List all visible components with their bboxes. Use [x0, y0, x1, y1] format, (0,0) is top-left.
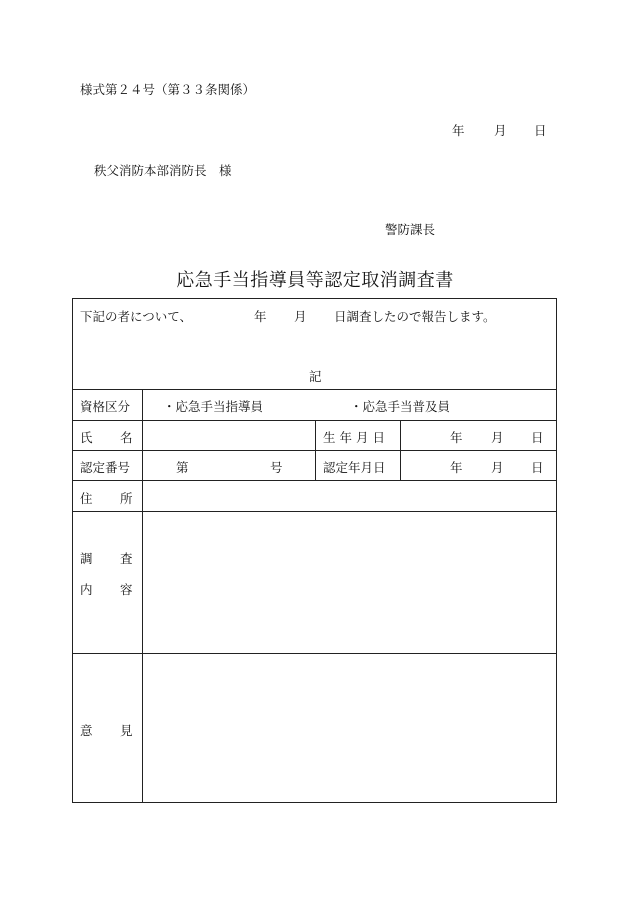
row-divider: [73, 653, 556, 654]
cert-day-label: 日: [531, 460, 544, 475]
investigation-label-d: 容: [120, 582, 133, 597]
intro-month-label: 月: [294, 309, 307, 324]
cert-dai: 第: [176, 460, 189, 475]
column-divider: [400, 420, 401, 480]
date-of-birth-label: 生年月日: [323, 430, 390, 445]
date-year-label: 年: [452, 123, 465, 138]
dob-year-label: 年: [450, 430, 463, 445]
column-divider: [315, 420, 316, 480]
cert-year-label: 年: [450, 460, 463, 475]
document-title: 応急手当指導員等認定取消調査書: [176, 270, 454, 291]
row-divider: [73, 480, 556, 481]
investigation-label-c: 内: [80, 582, 93, 597]
addressee: 秩父消防本部消防長 様: [94, 163, 232, 178]
intro-lead: 下記の者について、: [80, 309, 193, 324]
name-label-b: 名: [120, 430, 133, 445]
cert-date-label: 認定年月日: [323, 460, 386, 475]
opinion-label-b: 見: [120, 723, 133, 738]
investigation-label-b: 査: [120, 551, 133, 566]
cert-number-label: 認定番号: [80, 460, 131, 475]
qualification-option-instructor[interactable]: ・応急手当指導員: [163, 399, 264, 414]
cert-month-label: 月: [491, 460, 504, 475]
label-column-divider: [142, 389, 143, 803]
investigation-label-a: 調: [80, 551, 93, 566]
opinion-label-a: 意: [80, 723, 93, 738]
date-day-label: 日: [534, 123, 547, 138]
form-number: 様式第２４号（第３３条関係）: [80, 82, 256, 97]
name-label-a: 氏: [80, 430, 93, 445]
cert-go: 号: [270, 460, 283, 475]
intro-year-label: 年: [254, 309, 267, 324]
date-month-label: 月: [494, 123, 507, 138]
dob-month-label: 月: [491, 430, 504, 445]
intro-tail: 日調査したので報告します。: [334, 309, 496, 324]
qualification-option-promoter[interactable]: ・応急手当普及員: [350, 399, 451, 414]
address-label-b: 所: [120, 491, 133, 506]
ki-heading: 記: [309, 369, 322, 384]
row-divider: [73, 511, 556, 512]
qualification-label: 資格区分: [80, 399, 131, 414]
address-label-a: 住: [80, 491, 93, 506]
row-divider: [73, 389, 556, 390]
dob-day-label: 日: [531, 430, 544, 445]
report-form-table: [72, 298, 557, 803]
sender: 警防課長: [385, 222, 436, 237]
